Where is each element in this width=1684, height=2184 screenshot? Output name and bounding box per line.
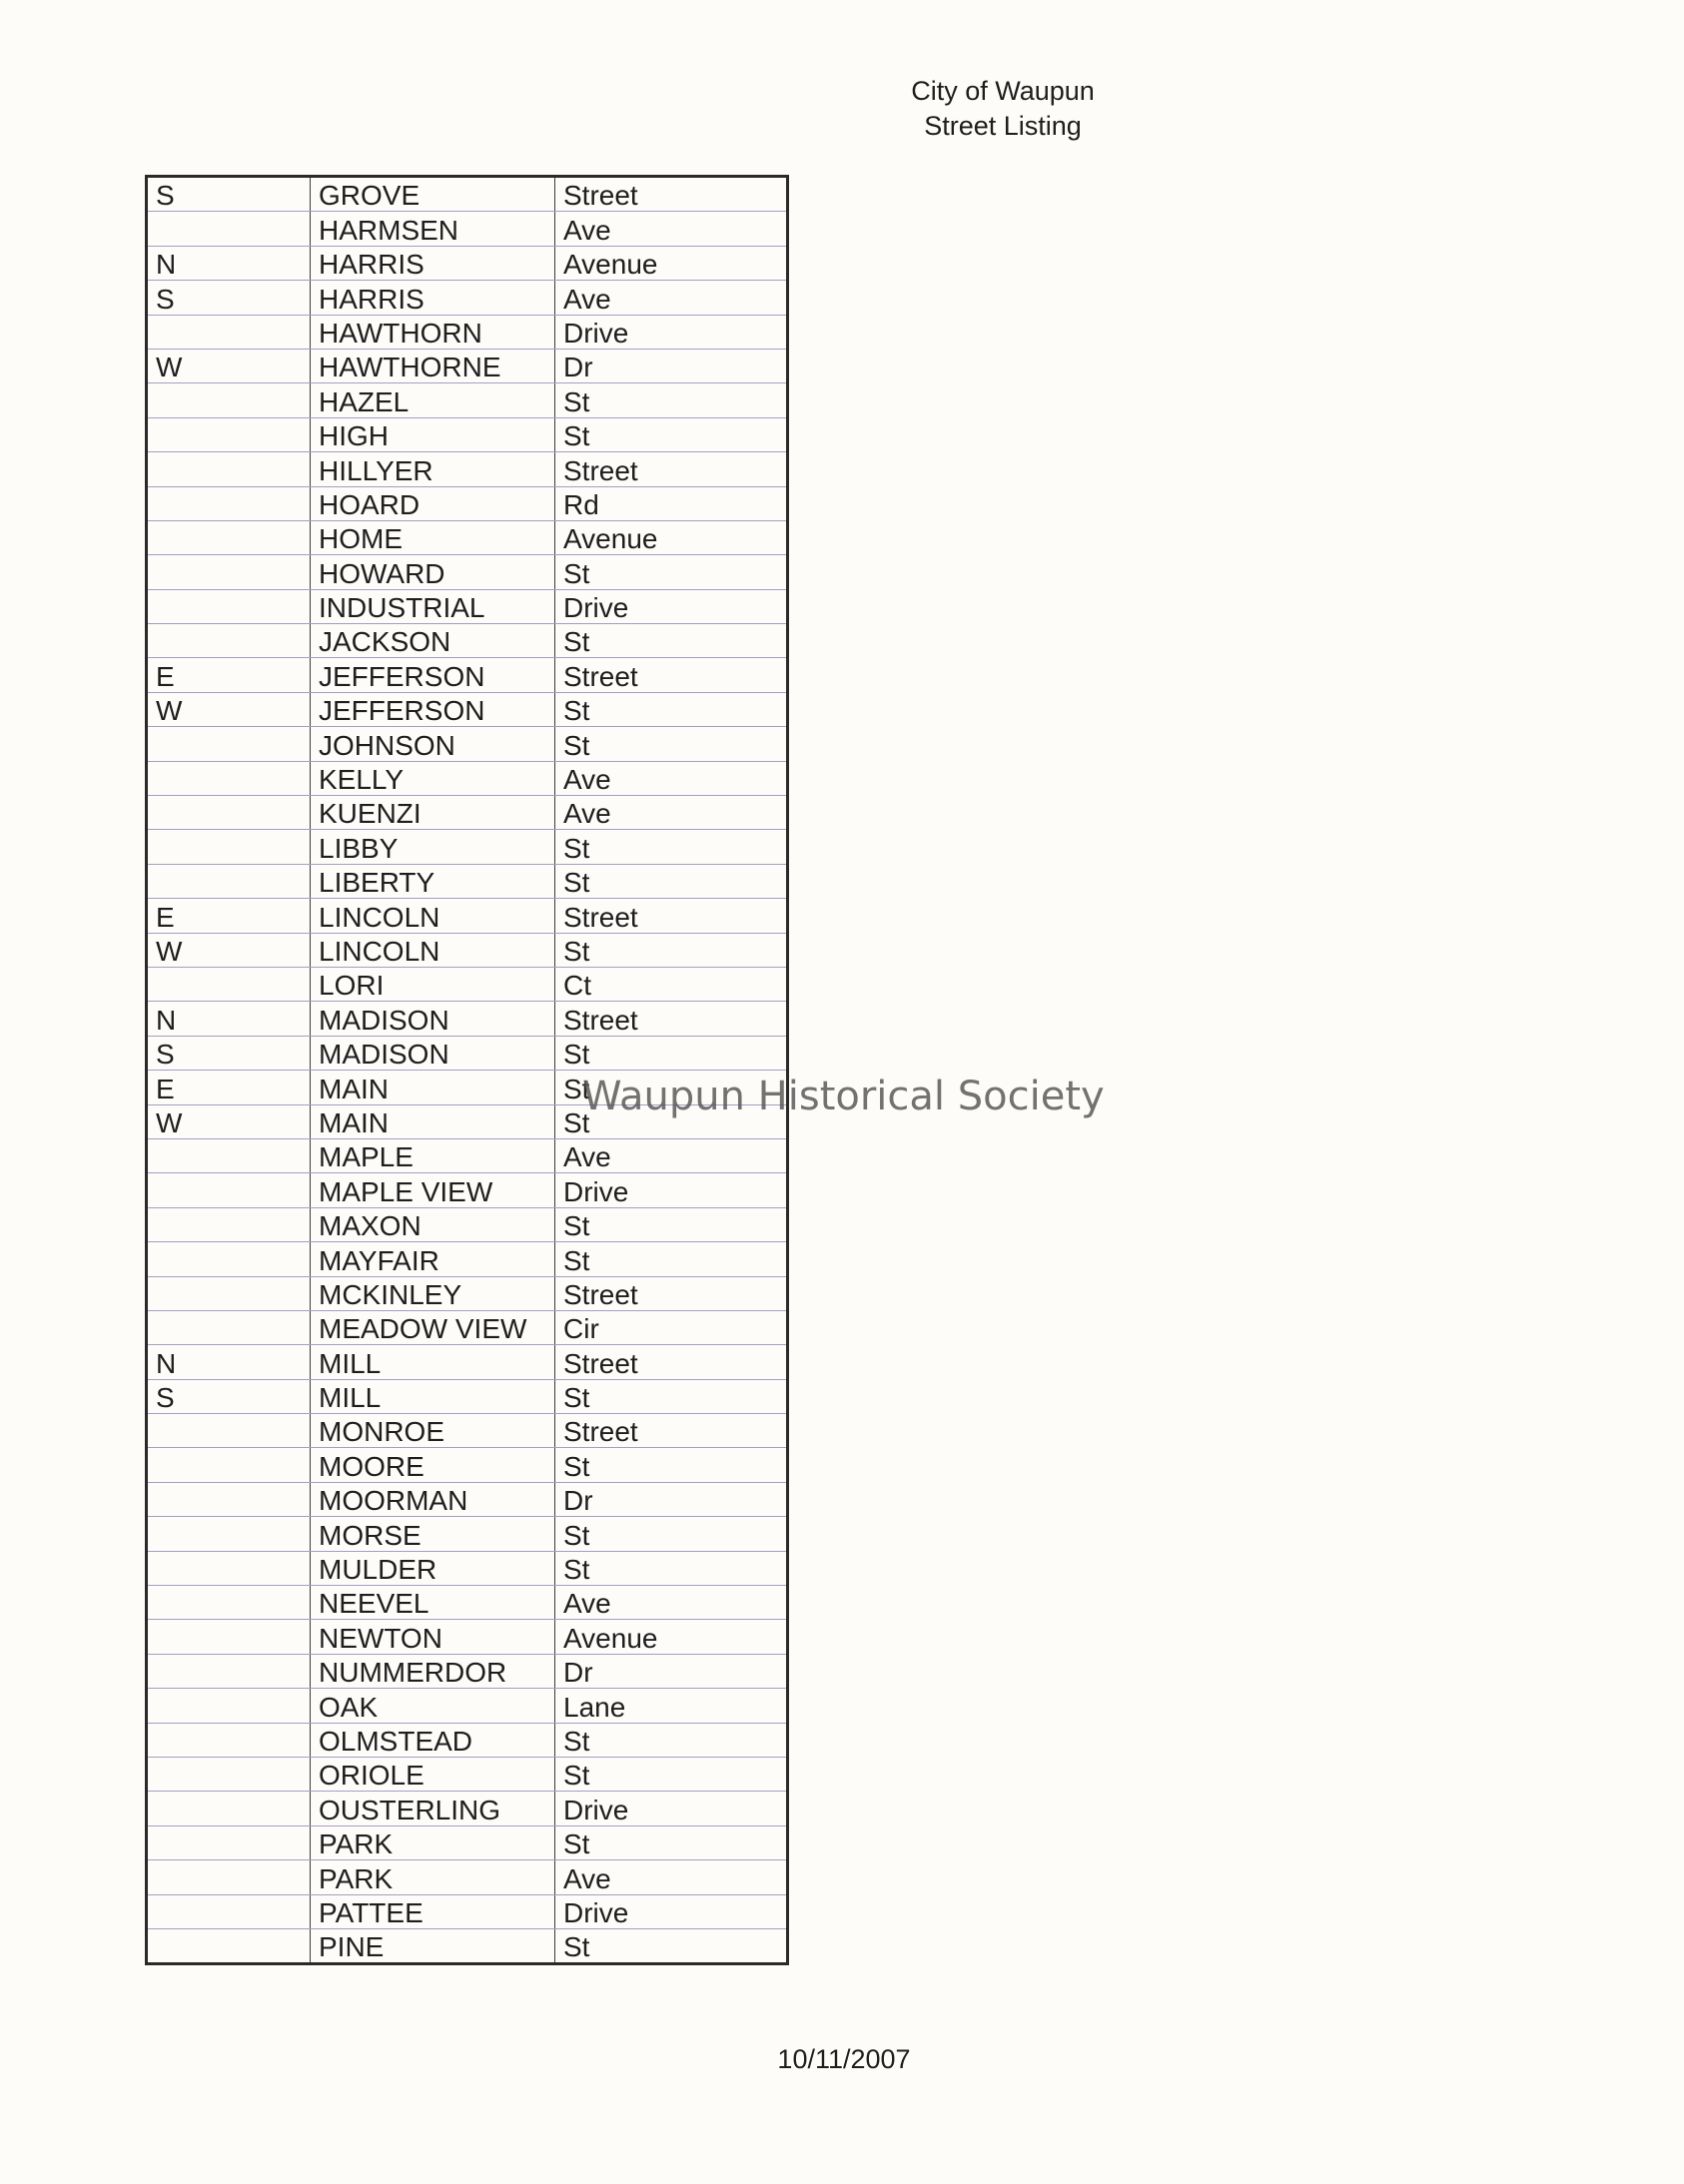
street-type-cell: Street [563,660,638,692]
table-row [148,934,786,968]
street-name-cell: KUENZI [311,796,555,829]
street-name-cell: MILL [311,1345,555,1378]
table-row [148,521,786,555]
document-subtitle: Street Listing [924,111,1082,141]
direction-cell [148,1655,311,1688]
street-name-cell: PINE [311,1929,555,1962]
direction-cell [148,1895,311,1928]
street-type-cell: St [563,1725,590,1757]
table-row [148,1311,786,1345]
street-type-cell: Ave [563,1141,611,1173]
street-name-cell: LORI [311,968,555,1001]
direction-cell [148,212,311,245]
document-footer [0,2044,1684,2075]
direction-cell: E [148,1071,311,1103]
table-row [148,865,786,899]
street-name-cell: ORIOLE [311,1758,555,1791]
direction-cell [148,1552,311,1585]
street-type-cell: St [563,1073,590,1104]
table-row [148,796,786,830]
street-name-cell: MOORMAN [311,1483,555,1516]
direction-cell [148,1586,311,1619]
street-type-cell: St [563,695,590,727]
direction-cell [148,316,311,349]
street-type-cell: Cir [563,1313,599,1345]
table-row [148,1242,786,1276]
street-type-cell: Drive [563,592,629,624]
direction-cell [148,1860,311,1893]
direction-cell [148,865,311,898]
table-row [148,1380,786,1414]
document-title: City of Waupun [911,76,1095,106]
street-type-cell: St [563,1519,590,1551]
direction-cell [148,1724,311,1757]
table-row [148,178,786,212]
table-row [148,418,786,452]
street-name-cell: HOWARD [311,555,555,588]
direction-cell [148,1929,311,1962]
street-type-cell: Drive [563,1794,629,1825]
document-header [0,74,1684,144]
street-name-cell: HOME [311,521,555,554]
direction-cell: E [148,899,311,932]
table-row [148,1277,786,1311]
street-type-cell: Lane [563,1691,626,1723]
street-type-cell: St [563,1382,590,1414]
street-name-cell: HOARD [311,487,555,520]
street-name-cell: NUMMERDOR [311,1655,555,1688]
street-name-cell: HARRIS [311,281,555,314]
table-row [148,1860,786,1894]
street-name-cell: HARMSEN [311,212,555,245]
street-name-cell: HIGH [311,418,555,451]
street-name-cell: KELLY [311,762,555,795]
watermark: Waupun Historical Society [582,1074,1105,1119]
street-type-cell: St [563,729,590,761]
direction-cell [148,521,311,554]
street-type-cell: St [563,1828,590,1860]
street-type-cell: St [563,1450,590,1482]
street-name-cell: MCKINLEY [311,1277,555,1310]
table-row [148,624,786,658]
direction-cell [148,590,311,623]
direction-cell [148,796,311,829]
street-name-cell: MOORE [311,1448,555,1481]
direction-cell: W [148,1105,311,1138]
street-type-cell: Street [563,180,638,212]
street-type-cell: Rd [563,488,599,520]
direction-cell: W [148,934,311,967]
table-row [148,1586,786,1620]
table-row [148,1929,786,1962]
street-name-cell: MADISON [311,1037,555,1070]
table-row [148,693,786,727]
street-name-cell: NEEVEL [311,1586,555,1619]
street-type-cell: Street [563,1416,638,1448]
direction-cell [148,1689,311,1722]
street-type-cell: St [563,832,590,864]
direction-cell [148,1517,311,1550]
direction-cell [148,1448,311,1481]
street-name-cell: JEFFERSON [311,693,555,726]
street-type-cell: Ave [563,798,611,830]
street-type-cell: St [563,1210,590,1242]
street-name-cell: INDUSTRIAL [311,590,555,623]
table-row [148,1620,786,1654]
street-type-cell: Ave [563,764,611,796]
direction-cell: N [148,1345,311,1378]
table-row [148,555,786,589]
table-row [148,1037,786,1071]
street-type-cell: Street [563,454,638,486]
direction-cell [148,1242,311,1275]
street-type-cell: St [563,1244,590,1276]
street-name-cell: MEADOW VIEW [311,1311,555,1344]
street-type-cell: St [563,385,590,417]
direction-cell: W [148,350,311,382]
table-row [148,281,786,315]
table-row [148,1792,786,1825]
street-type-cell: St [563,1760,590,1792]
table-row [148,1139,786,1173]
table-row [148,658,786,692]
street-name-cell: MAIN [311,1105,555,1138]
street-type-cell: St [563,420,590,452]
street-type-cell: St [563,935,590,967]
direction-cell [148,830,311,863]
direction-cell [148,727,311,760]
street-name-cell: HILLYER [311,452,555,485]
street-type-cell: St [563,867,590,899]
street-name-cell: PARK [311,1860,555,1893]
direction-cell [148,968,311,1001]
street-name-cell: OLMSTEAD [311,1724,555,1757]
footer-date: 10/11/2007 [777,2044,911,2074]
direction-cell: S [148,1380,311,1413]
street-type-cell: Ct [563,970,591,1002]
table-row [148,830,786,864]
table-row [148,452,786,486]
street-name-cell: MAYFAIR [311,1242,555,1275]
table-row [148,1002,786,1036]
table-row [148,1345,786,1379]
street-type-cell: Ave [563,283,611,315]
street-name-cell: GROVE [311,178,555,211]
table-row [148,1826,786,1860]
street-type-cell: Drive [563,1896,629,1928]
table-row [148,316,786,350]
street-table [145,175,789,1965]
street-type-cell: Street [563,1278,638,1310]
street-type-cell: Dr [563,1657,593,1689]
direction-cell [148,1792,311,1824]
street-type-cell: Drive [563,317,629,349]
direction-cell [148,1483,311,1516]
street-name-cell: NEWTON [311,1620,555,1653]
street-name-cell: MADISON [311,1002,555,1035]
table-row [148,968,786,1002]
street-name-cell: JEFFERSON [311,658,555,691]
street-type-cell: Avenue [563,1622,658,1654]
table-row [148,1517,786,1551]
street-name-cell: MAPLE VIEW [311,1173,555,1206]
street-name-cell: PARK [311,1826,555,1859]
table-row [148,1724,786,1758]
direction-cell [148,1620,311,1653]
street-type-cell: Avenue [563,523,658,555]
street-type-cell: St [563,557,590,589]
street-type-cell: Street [563,901,638,933]
street-type-cell: Ave [563,214,611,246]
street-name-cell: HAWTHORNE [311,350,555,382]
direction-cell: E [148,658,311,691]
table-row [148,762,786,796]
table-row [148,590,786,624]
street-type-cell: Dr [563,1485,593,1517]
table-row [148,1414,786,1448]
street-name-cell: OAK [311,1689,555,1722]
table-row [148,727,786,761]
table-row [148,1895,786,1929]
street-type-cell: St [563,1039,590,1071]
direction-cell: S [148,1037,311,1070]
table-row [148,1173,786,1207]
table-row [148,1655,786,1689]
street-name-cell: OUSTERLING [311,1792,555,1824]
direction-cell [148,1139,311,1172]
street-name-cell: MILL [311,1380,555,1413]
street-type-cell: St [563,1554,590,1586]
direction-cell [148,1758,311,1791]
street-name-cell: LINCOLN [311,899,555,932]
street-name-cell: JACKSON [311,624,555,657]
street-type-cell: Ave [563,1862,611,1894]
street-name-cell: LIBERTY [311,865,555,898]
direction-cell [148,555,311,588]
street-name-cell: MAPLE [311,1139,555,1172]
direction-cell: N [148,1002,311,1035]
table-row [148,1758,786,1792]
direction-cell [148,452,311,485]
table-row [148,247,786,281]
street-name-cell: JOHNSON [311,727,555,760]
table-row [148,212,786,246]
table-row [148,1208,786,1242]
direction-cell [148,624,311,657]
table-row [148,1689,786,1723]
street-type-cell: St [563,626,590,658]
direction-cell [148,1208,311,1241]
street-name-cell: LINCOLN [311,934,555,967]
direction-cell: N [148,247,311,280]
table-row [148,487,786,521]
direction-cell [148,418,311,451]
street-name-cell: MULDER [311,1552,555,1585]
direction-cell [148,487,311,520]
direction-cell [148,1826,311,1859]
street-type-cell: Street [563,1347,638,1379]
direction-cell: S [148,178,311,211]
direction-cell [148,1311,311,1344]
street-name-cell: LIBBY [311,830,555,863]
street-name-cell: MAXON [311,1208,555,1241]
street-name-cell: HAZEL [311,383,555,416]
table-row [148,350,786,383]
table-row [148,1483,786,1517]
street-type-cell: St [563,1106,590,1138]
street-name-cell: PATTEE [311,1895,555,1928]
direction-cell [148,1173,311,1206]
street-type-cell: Drive [563,1175,629,1207]
direction-cell [148,762,311,795]
table-row [148,383,786,417]
table-row [148,899,786,933]
table-row [148,1552,786,1586]
street-type-cell: Dr [563,352,593,383]
street-name-cell: MONROE [311,1414,555,1447]
direction-cell [148,1277,311,1310]
street-name-cell: MAIN [311,1071,555,1103]
direction-cell [148,383,311,416]
street-type-cell: Ave [563,1588,611,1620]
street-name-cell: MORSE [311,1517,555,1550]
table-row [148,1448,786,1482]
street-name-cell: HARRIS [311,247,555,280]
street-type-cell: Street [563,1004,638,1036]
direction-cell [148,1414,311,1447]
street-name-cell: HAWTHORN [311,316,555,349]
direction-cell: W [148,693,311,726]
direction-cell: S [148,281,311,314]
street-type-cell: Avenue [563,249,658,281]
street-type-cell: St [563,1931,590,1963]
